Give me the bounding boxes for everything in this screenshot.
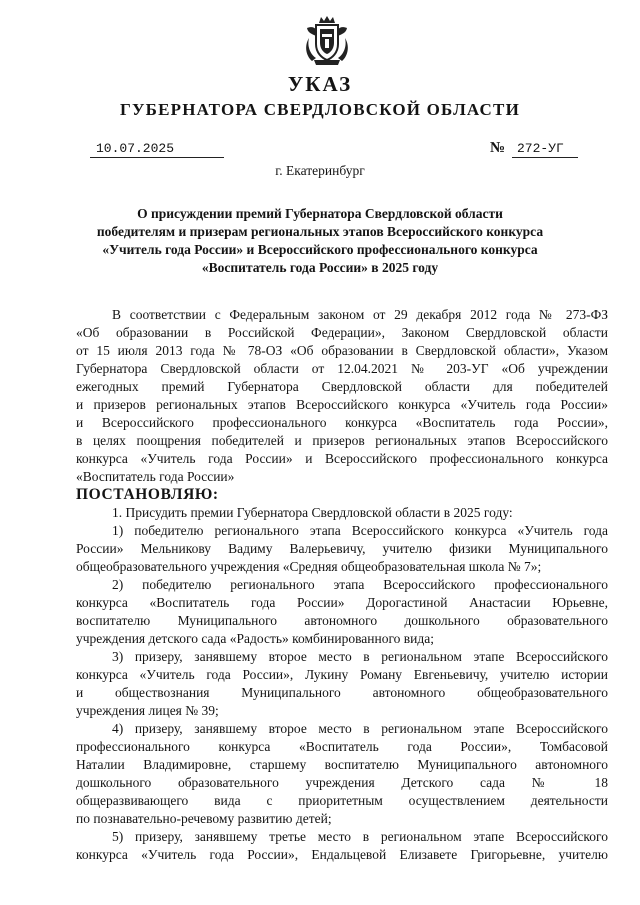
- title-line: «Воспитатель года России» в 2025 году: [201, 260, 439, 275]
- preamble-line: ежегодных премий Губернатора Свердловской области для победителей: [76, 379, 608, 394]
- subitem-line: профессионального конкурса «Воспитатель года России», Томбасовой: [76, 739, 608, 754]
- decree-title: [40, 205, 600, 277]
- subitem-line: по познавательно-речевому развитию детей;: [76, 811, 332, 826]
- subitem-line: конкурса «Учитель года России», Ендальцевой Елизавете Григорьевне, учителю: [76, 847, 608, 862]
- subitem-line: и обществознания Муниципального автономного общеобразовательного: [76, 685, 608, 700]
- subitem-line: 4) призеру, занявшему второе место в региональном этапе Всероссийского: [112, 721, 608, 736]
- subitem-line: общеразвивающего вида с приоритетным осуществлением деятельности: [76, 793, 608, 808]
- decree-type-heading: УКАЗ: [287, 72, 353, 96]
- coat-of-arms-icon: [302, 14, 352, 70]
- subitem-line: общеобразовательного учреждения «Средняя общеобразовательная школа № 7»;: [76, 559, 542, 574]
- subitem-line: России» Мельникову Вадиму Валерьевичу, учителю физики Муниципального: [76, 541, 608, 556]
- subitem-line: конкурса «Учитель года России», Лукину Роману Евгеньевичу, учителю истории: [76, 667, 608, 682]
- subitem-line: учреждения детского сада «Радость» комбинированного вида;: [76, 631, 435, 646]
- decree-word: ПОСТАНОВЛЯЮ:: [76, 486, 219, 503]
- decree-date: 10.07.2025: [90, 141, 224, 158]
- subitem-line: воспитателю Муниципального автономного дошкольного образовательного: [76, 613, 608, 628]
- preamble-line: и Всероссийского профессионального конкурса «Воспитатель года России»,: [76, 415, 608, 430]
- subitem-line: 1) победителю регионального этапа Всероссийского конкурса «Учитель года: [112, 523, 608, 538]
- number-sign: №: [490, 140, 506, 156]
- subitem-line: 5) призеру, занявшему третье место в региональном этапе Всероссийского: [112, 829, 608, 844]
- title-line: «Учитель года России» и Всероссийского профессионального конкурса: [102, 242, 538, 257]
- subitem-line: 2) победителю регионального этапа Всероссийского профессионального: [112, 577, 608, 592]
- decree-city: г. Екатеринбург: [275, 163, 365, 178]
- preamble-line: Губернатора Свердловской области от 12.04.2021 № 203-УГ «Об учреждении: [76, 361, 608, 376]
- preamble-line: в целях поощрения победителей и призеров региональных этапов Всероссийского: [76, 433, 608, 448]
- preamble-line: В соответствии с Федеральным законом от 29 декабря 2012 года № 273-ФЗ: [112, 307, 608, 322]
- item-line: 1. Присудить премии Губернатора Свердловской области в 2025 году:: [112, 505, 513, 520]
- preamble-line: «Воспитатель года России»: [76, 469, 235, 484]
- title-line: победителям и призерам региональных этапов Всероссийского конкурса: [96, 224, 544, 239]
- decree-number: 272-УГ: [512, 141, 578, 158]
- subitem-line: учреждения лицея № 39;: [76, 703, 219, 718]
- subitem-line: Наталии Владимировне, старшему воспитателю Муниципального автономного: [76, 757, 608, 772]
- title-line: О присуждении премий Губернатора Свердловской области: [137, 206, 503, 221]
- decree-body: [76, 306, 608, 864]
- subitem-line: 3) призеру, занявшему второе место в региональном этапе Всероссийского: [112, 649, 608, 664]
- preamble-line: от 15 июля 2013 года № 78-ОЗ «Об образовании в Свердловской области», Указом: [76, 343, 608, 358]
- subitem-line: дошкольного образовательного учреждения Детского сада № 18: [76, 775, 608, 790]
- preamble-line: «Об образовании в Российской Федерации», Законом Свердловской области: [76, 325, 608, 340]
- decree-issuer-heading: ГУБЕРНАТОРА СВЕРДЛОВСКОЙ ОБЛАСТИ: [119, 100, 521, 119]
- preamble-line: и призеров региональных этапов Всероссийского конкурса «Учитель года России»: [76, 397, 608, 412]
- preamble-line: конкурса «Учитель года России» и Всероссийского профессионального конкурса: [76, 451, 608, 466]
- subitem-line: конкурса «Воспитатель года России» Дорогастиной Анастасии Юрьевне,: [76, 595, 608, 610]
